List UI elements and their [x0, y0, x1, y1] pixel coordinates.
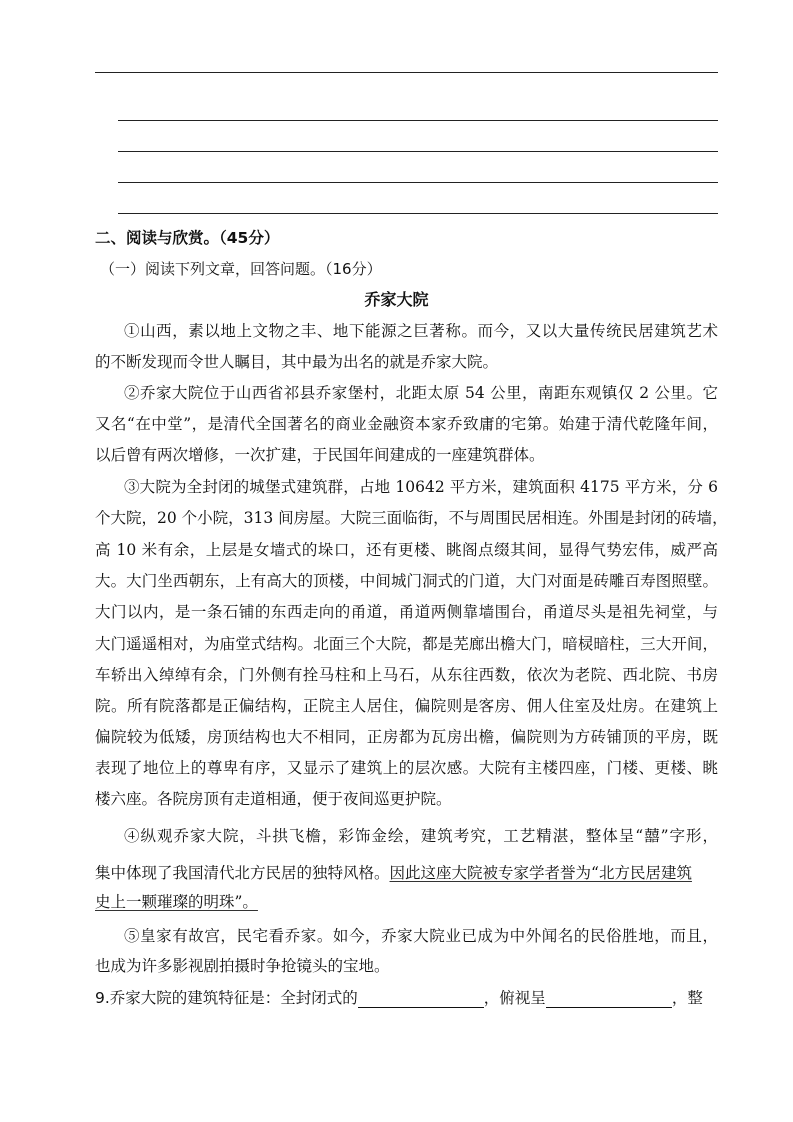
article-line: 高 10 米有余，上层是女墙式的垛口，还有更楼、眺阁点缀其间，显得气势宏伟，威严高: [95, 541, 718, 559]
article-line: ②乔家大院位于山西省祁县乔家堡村，北距太原 54 公里，南距东观镇仅 2 公里。它: [124, 384, 718, 402]
article-line: 集中体现了我国清代北方民居的独特风格。: [95, 864, 390, 882]
answer-blank-1[interactable]: [358, 989, 484, 1008]
article-line: 表现了地位上的尊卑有序，又显示了建筑上的层次感。大院有主楼四座，门楼、更楼、眺: [95, 759, 718, 777]
article-line: 楼六座。各院房顶有走道相通，便于夜间巡更护院。: [95, 790, 452, 808]
question-text-2: ，俯视呈: [483, 989, 546, 1007]
answer-line-4: [118, 213, 718, 214]
answer-line-2: [118, 151, 718, 152]
answer-line-1: [118, 120, 718, 121]
article-line: 大。大门坐西朝东，上有高大的顶楼，中间城门洞式的门道，大门对面是砖雕百寿图照壁。: [95, 572, 718, 590]
article-line-with-underline: [95, 863, 718, 883]
article-line: 又名“在中堂”，是清代全国著名的商业金融资本家乔致庸的宅第。始建于清代乾隆年间，: [95, 415, 718, 433]
article-title: 乔家大院: [364, 290, 429, 309]
section-heading: 二、阅读与欣赏。（45分）: [95, 229, 280, 247]
article-line: 以后曾有两次增修，一次扩建，于民国年间建成的一座建筑群体。: [95, 446, 545, 464]
article-line: 院。所有院落都是正偏结构，正院主人居住，偏院则是客房、佣人住室及灶房。在建筑上: [95, 697, 718, 715]
question-text-1: 9.乔家大院的建筑特征是：全封闭式的: [95, 989, 358, 1007]
answer-line-3: [118, 182, 718, 183]
underlined-sentence-part-2: 史上一颗璀璨的明珠”。: [95, 893, 258, 911]
article-line: ④纵观乔家大院，斗拱飞檐，彩饰金绘，建筑考究，工艺精湛，整体呈“囍”字形，: [124, 827, 718, 845]
section-subheading: （一）阅读下列文章，回答问题。（16分）: [100, 260, 382, 278]
question-text-3: ，整: [671, 989, 703, 1007]
article-line: 车轿出入绰绰有余，门外侧有拴马柱和上马石，从东往西数，依次为老院、西北院、书房: [95, 666, 718, 684]
article-line: ③大院为全封闭的城堡式建筑群，占地 10642 平方米，建筑面积 4175 平方米，分 6: [124, 478, 718, 496]
article-line: 偏院较为低矮，房顶结构也大不相同，正房都为瓦房出檐，偏院则为方砖铺顶的平房，既: [95, 728, 718, 746]
article-line: 大门以内，是一条石铺的东西走向的甬道，甬道两侧靠墙围台，甬道尽头是祖先祠堂，与: [95, 603, 718, 621]
article-line: 大门遥遥相对，为庙堂式结构。北面三个大院，都是芜廊出檐大门，暗棂暗柱，三大开间，: [95, 635, 718, 653]
article-line: 的不断发现而令世人瞩目，其中最为出名的就是乔家大院。: [95, 353, 499, 371]
article-line: ⑤皇家有故宫，民宅看乔家。如今，乔家大院业已成为中外闻名的民俗胜地，而且，: [124, 927, 718, 945]
underlined-sentence-part-1: 因此这座大院被专家学者誉为“北方民居建筑: [389, 864, 692, 882]
question-9: [95, 988, 703, 1008]
article-line: 也成为许多影视剧拍摄时争抢镜头的宝地。: [95, 957, 390, 975]
article-line: 个大院，20 个小院，313 间房屋。大院三面临街，不与周围民居相连。外围是封闭的砖墙，: [95, 509, 728, 527]
answer-blank-2[interactable]: [546, 989, 672, 1008]
top-rule: [95, 72, 718, 73]
article-line: ①山西，素以地上文物之丰、地下能源之巨著称。而今，又以大量传统民居建筑艺术: [124, 322, 718, 340]
